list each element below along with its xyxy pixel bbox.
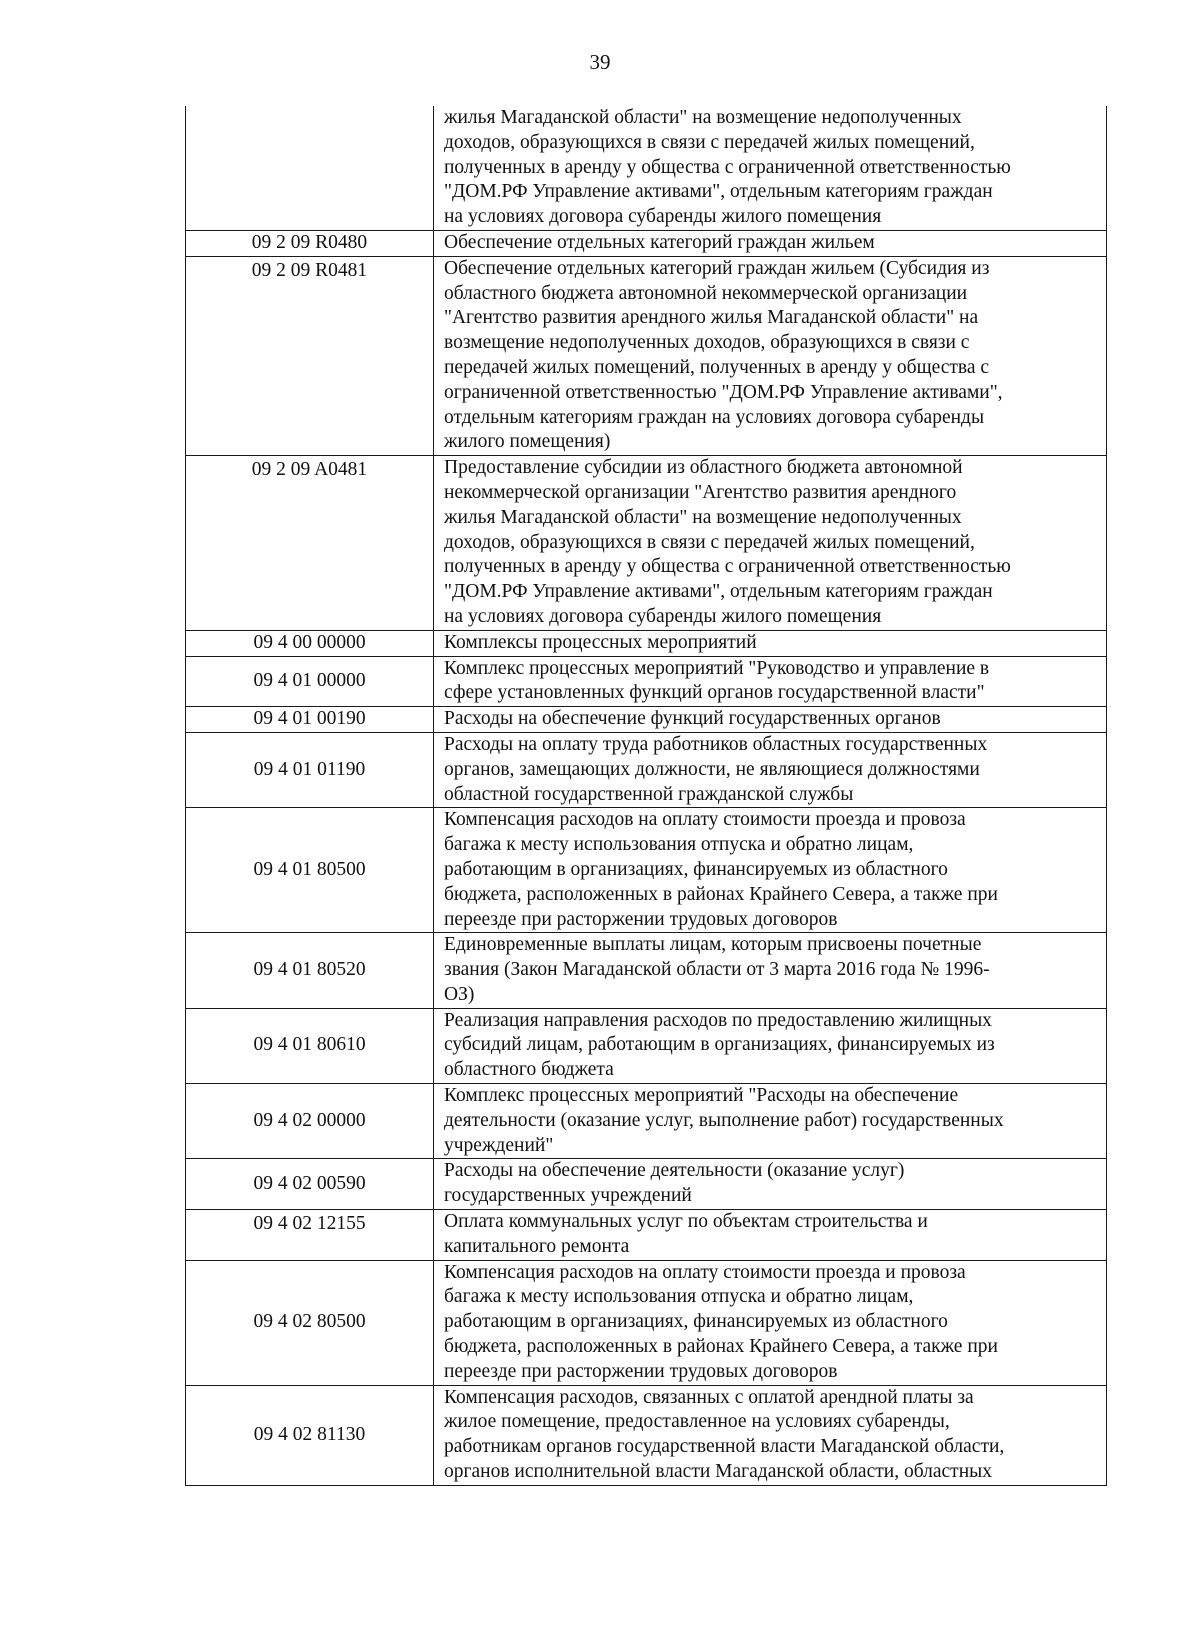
description-line: полученных в аренду у общества с ограниченной ответственностью	[444, 556, 1011, 578]
budget-description	[434, 1084, 1107, 1159]
description-line: Расходы на обеспечение деятельности (оказание услуг)	[444, 1160, 905, 1182]
description-line: сфере установленных функций органов государственной власти"	[444, 682, 985, 704]
description-line: областного бюджета автономной некоммерческой организации	[444, 282, 968, 304]
description-line: областной государственной гражданской службы	[444, 783, 854, 805]
budget-code: 09 4 01 80520	[186, 933, 434, 1008]
budget-code: 09 2 09 R0481	[186, 256, 434, 455]
table-row	[186, 808, 1107, 933]
table-row	[186, 707, 1107, 733]
description-line: "ДОМ.РФ Управление активами", отдельным категориям граждан	[444, 181, 993, 203]
description-line: бюджета, расположенных в районах Крайнего Севера, а также при	[444, 1336, 998, 1358]
table-row	[186, 106, 1107, 230]
description-line: Предоставление субсидии из областного бюджета автономной	[444, 457, 963, 479]
description-line: Оплата коммунальных услуг по объектам строительства и	[444, 1211, 928, 1233]
budget-description	[434, 707, 1107, 733]
page-number: 39	[589, 50, 611, 74]
description-line: Компенсация расходов на оплату стоимости проезда и провоза	[444, 809, 966, 831]
description-line: Комплекс процессных мероприятий "Руководство и управление в	[444, 657, 990, 679]
table-row	[186, 456, 1107, 631]
budget-description	[434, 933, 1107, 1008]
description-line: органов исполнительной власти Магаданской области, областных	[444, 1461, 992, 1483]
budget-description	[434, 1159, 1107, 1210]
description-line: "Агентство развития арендного жилья Магаданской области" на	[444, 307, 979, 329]
description-line: возмещение недополученных доходов, образующихся в связи с	[444, 332, 970, 354]
table-row	[186, 1385, 1107, 1485]
description-line: Комплекс процессных мероприятий "Расходы на обеспечение	[444, 1085, 959, 1107]
budget-code: 09 4 01 01190	[186, 732, 434, 807]
budget-code: 09 4 02 12155	[186, 1210, 434, 1261]
budget-description	[434, 1210, 1107, 1261]
budget-description	[434, 732, 1107, 807]
description-line: субсидий лицам, работающим в организациях, финансируемых из	[444, 1034, 995, 1056]
budget-code: 09 4 01 00190	[186, 707, 434, 733]
budget-description	[434, 256, 1107, 455]
budget-description	[434, 230, 1107, 256]
description-line: доходов, образующихся в связи с передачей жилых помещений,	[444, 531, 975, 553]
budget-code	[186, 106, 434, 230]
table-row	[186, 230, 1107, 256]
description-line: жилья Магаданской области" на возмещение недополученных	[444, 506, 962, 528]
table-row	[186, 630, 1107, 656]
description-line: Расходы на обеспечение функций государственных органов	[444, 708, 941, 730]
budget-description	[434, 630, 1107, 656]
description-line: Обеспечение отдельных категорий граждан жильем (Субсидия из	[444, 257, 990, 279]
table-row	[186, 1260, 1107, 1385]
description-line: полученных в аренду у общества с ограниченной ответственностью	[444, 156, 1011, 178]
budget-description	[434, 1260, 1107, 1385]
budget-code: 09 2 09 A0481	[186, 456, 434, 631]
description-line: ОЗ)	[444, 983, 475, 1005]
budget-code: 09 4 01 00000	[186, 656, 434, 707]
description-line: багажа к месту использования отпуска и обратно лицам,	[444, 834, 914, 856]
table-row	[186, 656, 1107, 707]
budget-description	[434, 656, 1107, 707]
description-line: Расходы на оплату труда работников областных государственных	[444, 733, 988, 755]
description-line: Реализация направления расходов по предоставлению жилищных	[444, 1009, 992, 1031]
budget-code: 09 4 02 00590	[186, 1159, 434, 1210]
description-line: Обеспечение отдельных категорий граждан жильем	[444, 231, 875, 253]
description-line: багажа к месту использования отпуска и обратно лицам,	[444, 1286, 914, 1308]
description-line: деятельности (оказание услуг, выполнение работ) государственных	[444, 1109, 1004, 1131]
budget-code: 09 4 02 00000	[186, 1084, 434, 1159]
description-line: переезде при расторжении трудовых договоров	[444, 1360, 838, 1382]
description-line: Компенсация расходов на оплату стоимости проезда и провоза	[444, 1261, 966, 1283]
description-line: некоммерческой организации "Агентство развития арендного	[444, 481, 957, 503]
description-line: работающим в организациях, финансируемых из областного	[444, 1311, 948, 1333]
description-line: жилое помещение, предоставленное на условиях субаренды,	[444, 1411, 950, 1433]
budget-code: 09 2 09 R0480	[186, 230, 434, 256]
table-row	[186, 933, 1107, 1008]
budget-description	[434, 808, 1107, 933]
description-line: переезде при расторжении трудовых договоров	[444, 908, 838, 930]
description-line: доходов, образующихся в связи с передачей жилых помещений,	[444, 131, 975, 153]
budget-code: 09 4 02 80500	[186, 1260, 434, 1385]
budget-description	[434, 456, 1107, 631]
table-row	[186, 732, 1107, 807]
budget-code: 09 4 01 80500	[186, 808, 434, 933]
description-line: ограниченной ответственностью "ДОМ.РФ Управление активами",	[444, 381, 1003, 403]
description-line: звания (Закон Магаданской области от 3 марта 2016 года № 1996-	[444, 959, 990, 981]
description-line: "ДОМ.РФ Управление активами", отдельным категориям граждан	[444, 581, 993, 603]
description-line: на условиях договора субаренды жилого помещения	[444, 206, 882, 228]
table-row	[186, 1210, 1107, 1261]
table-row	[186, 1084, 1107, 1159]
description-line: бюджета, расположенных в районах Крайнего Севера, а также при	[444, 883, 998, 905]
description-line: Компенсация расходов, связанных с оплатой арендной платы за	[444, 1386, 974, 1408]
description-line: Единовременные выплаты лицам, которым присвоены почетные	[444, 934, 982, 956]
description-line: передачей жилых помещений, полученных в аренду у общества с	[444, 356, 990, 378]
description-line: отдельным категориям граждан на условиях договора субаренды	[444, 406, 985, 428]
description-line: жилого помещения)	[444, 431, 611, 453]
description-line: Комплексы процессных мероприятий	[444, 631, 757, 653]
description-line: на условиях договора субаренды жилого помещения	[444, 605, 882, 627]
budget-code: 09 4 00 00000	[186, 630, 434, 656]
description-line: областного бюджета	[444, 1059, 614, 1081]
table-row	[186, 1008, 1107, 1083]
budget-code: 09 4 01 80610	[186, 1008, 434, 1083]
description-line: органов, замещающих должности, не являющиеся должностями	[444, 758, 980, 780]
description-line: работникам органов государственной власти Магаданской области,	[444, 1436, 1005, 1458]
budget-classification-table	[185, 106, 1107, 1486]
table-row	[186, 256, 1107, 455]
description-line: работающим в организациях, финансируемых из областного	[444, 858, 948, 880]
table-row	[186, 1159, 1107, 1210]
budget-description	[434, 1385, 1107, 1485]
table-body	[186, 106, 1107, 1485]
description-line: государственных учреждений	[444, 1185, 692, 1207]
budget-description	[434, 106, 1107, 230]
description-line: капитального ремонта	[444, 1235, 630, 1257]
budget-description	[434, 1008, 1107, 1083]
description-line: учреждений"	[444, 1134, 554, 1156]
budget-code: 09 4 02 81130	[186, 1385, 434, 1485]
description-line: жилья Магаданской области" на возмещение недополученных	[444, 107, 962, 128]
